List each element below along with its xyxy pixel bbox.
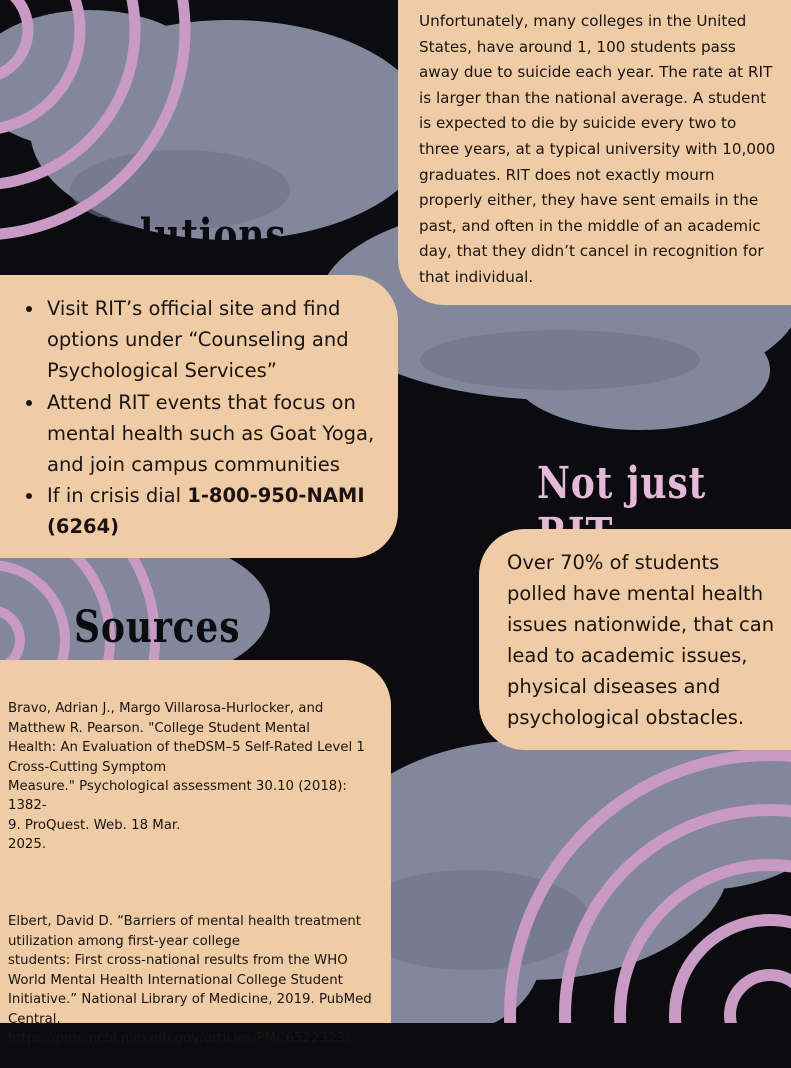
crisis-prefix: If in crisis dial [47, 484, 188, 508]
suicide-statistics-text: Unfortunately, many colleges in the United States, have around 1, 100 students pass away due to suicide each year. The rate at RIT is larger than the national average. A student is expected to die by suicide every two to three years, at a typical university with 10,000 graduates. RIT does not exactly mourn properly either, they have sent emails in the past, and often in the middle of an academic day, that they didn’t cancel in recognition for that individual. [419, 12, 776, 286]
sources-box [0, 660, 391, 1046]
citation-elbert: Elbert, David D. “Barriers of mental health treatment utilization among first-year college students: First cross-national results from the WHO World Mental Health International College Student Initiative.” National Library of Medicine, 2019. PubMed Central, https://pmc.ncbi.nlm.nih.gov/articles/PMC6522323/. [8, 914, 372, 1046]
suicide-statistics-box [398, 0, 791, 305]
not-just-rit-text: Over 70% of students polled have mental health issues nationwide, that can lead to academic issues, physical diseases and psychological obstacles. [507, 551, 775, 729]
sources-heading: Sources [74, 602, 241, 653]
not-just-rit-heading: Not just [537, 458, 707, 509]
solution-item: • Attend RIT events that focus on mental health such as Goat Yoga, and join campus communities [45, 387, 378, 481]
solution-item: • Visit RIT’s official site and find options under “Counseling and Psychological Services” [45, 293, 378, 387]
citation-bravo: Bravo, Adrian J., Margo Villarosa-Hurlocker, and Matthew R. Pearson. "College Student Mental Health: An Evaluation of theDSM–5 Self-Rated Level 1 Cross-Cutting Symptom Measure." Psychological assessment 30.10 (2018): 1382- 9. ProQuest. Web. 18 Mar. 2025. [8, 701, 365, 853]
solutions-box [0, 275, 398, 558]
solutions-heading: Solutions [88, 210, 287, 261]
not-just-rit-box [479, 529, 791, 750]
solution-item-crisis [45, 480, 378, 542]
crisis-hotline-number: 1-800-950-NAMI (6264) [47, 484, 365, 539]
solutions-list [20, 293, 378, 543]
